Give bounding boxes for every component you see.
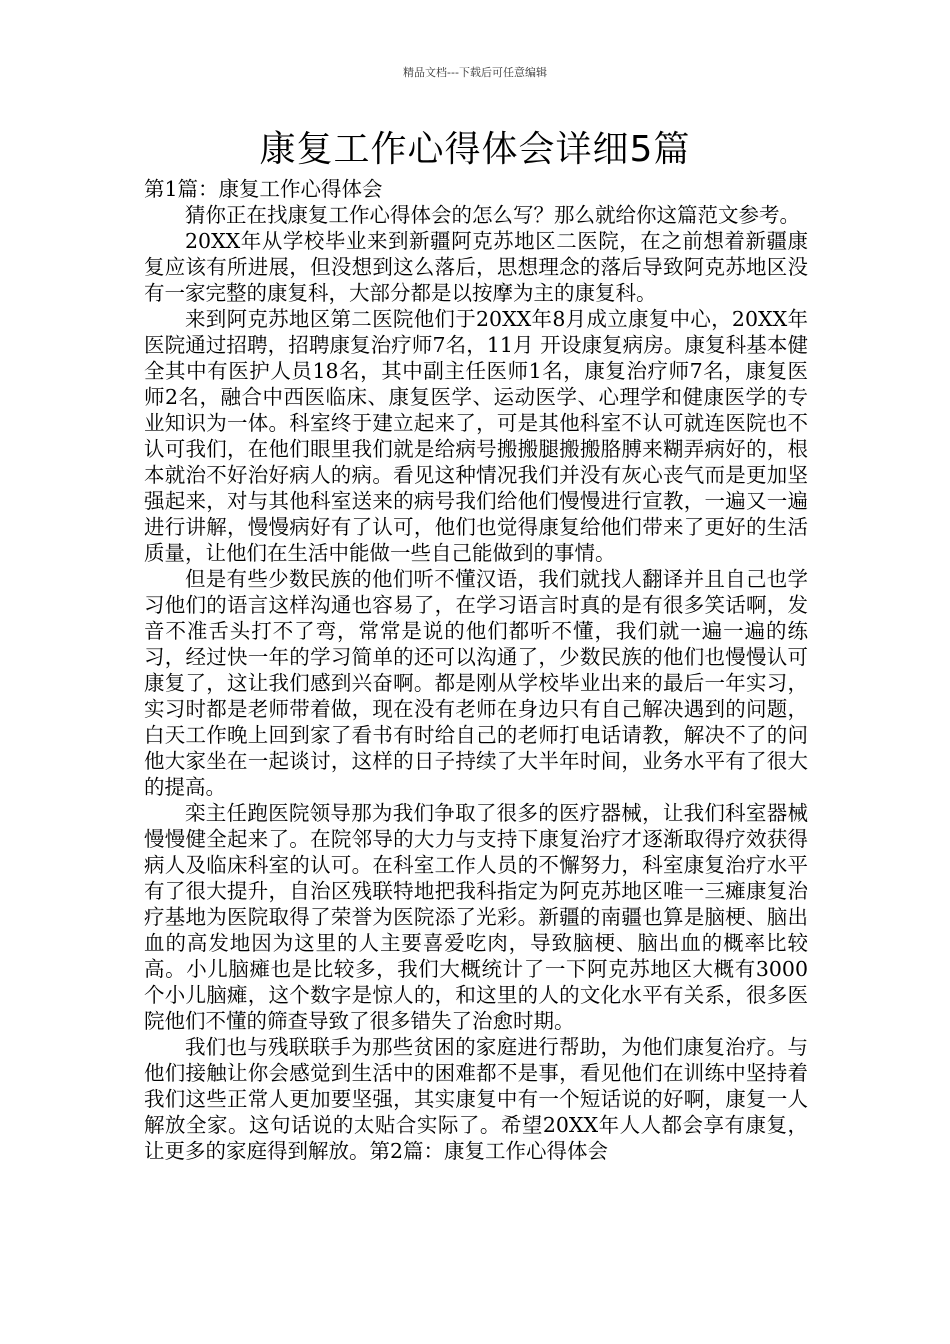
section-heading: 第1篇：康复工作心得体会 [144,177,383,201]
paragraph: 栾主任跑医院领导那为我们争取了很多的医疗器械，让我们科室器械慢慢健全起来了。在院邻导的大力与支持下康复治疗才逐渐取得疗效获得病人及临床科室的认可。在科室工作人员的不懈努力，科室康复治疗水平有了很大提升，自治区残联特地把我科指定为阿克苏地区唯一三瘫康复治疗基地为医院取得了荣誉为医院添了光彩。新疆的南疆也算是脑梗、脑出血的高发地因为这里的人主要喜爱吃肉，导致脑梗、脑出血的概率比较高。小儿脑瘫也是比较多，我们大概统计了一下阿克苏地区大概有3000个小儿脑瘫，这个数字是惊人的，和这里的人的文化水平有关系，很多医院他们不懂的筛查导致了很多错失了治愈时期。 [144,801,808,1033]
paragraph: 我们也与残联联手为那些贫困的家庭进行帮助，为他们康复治疗。与他们接触让你会感觉到生活中的困难都不是事，看见他们在训练中坚持着我们这些正常人更加要坚强，其实康复中有一个短话说的好啊，康复一人解放全家。这句话说的太贴合实际了。希望20XX年人人都会享有康复，让更多的家庭得到解放。第2篇：康复工作心得体会 [144,1035,808,1163]
paragraph: 20XX年从学校毕业来到新疆阿克苏地区二医院，在之前想着新疆康复应该有所进展，但没想到这么落后，思想理念的落后导致阿克苏地区没有一家完整的康复科，大部分都是以按摩为主的康复科。 [144,229,808,305]
document-title: 康复工作心得体会详细5篇 [259,129,691,170]
paragraph-intro: 猜你正在找康复工作心得体会的怎么写？那么就给你这篇范文参考。 [185,203,800,227]
paragraph: 来到阿克苏地区第二医院他们于20XX年8月成立康复中心，20XX年医院通过招聘，招聘康复治疗师7名，11月 开设康复病房。康复科基本健全其中有医护人员18名，其中副主任医师1名，康复治疗师7名，康复医师2名，融合中西医临床、康复医学、运动医学、心理学和健康医学的专业知识为一体。科室终于建立起来了，可是其他科室不认可就连医院也不认可我们，在他们眼里我们就是给病号搬搬腿搬搬胳膊来糊弄病好的，根本就治不好治好病人的病。看见这种情况我们并没有灰心丧气而是更加坚强起来，对与其他科室送来的病号我们给他们慢慢进行宣教，一遍又一遍进行讲解，慢慢病好有了认可，他们也觉得康复给他们带来了更好的生活质量，让他们在生活中能做一些自己能做到的事情。 [144,307,808,565]
header-note: 精品文档---下载后可任意编辑 [403,66,547,79]
document-body [144,176,808,1164]
paragraph: 但是有些少数民族的他们听不懂汉语，我们就找人翻译并且自己也学习他们的语言这样沟通也容易了，在学习语言时真的是有很多笑话啊，发音不准舌头打不了弯，常常是说的他们都听不懂，我们就一遍一遍的练习，经过快一年的学习简单的还可以沟通了，少数民族的他们也慢慢认可康复了，这让我们感到兴奋啊。都是刚从学校毕业出来的最后一年实习，实习时都是老师带着做，现在没有老师在身边只有自己解决遇到的问题，白天工作晚上回到家了看书有时给自己的老师打电话请教，解决不了的问他大家坐在一起谈讨，这样的日子持续了大半年时间，业务水平有了很大的提高。 [144,567,808,799]
